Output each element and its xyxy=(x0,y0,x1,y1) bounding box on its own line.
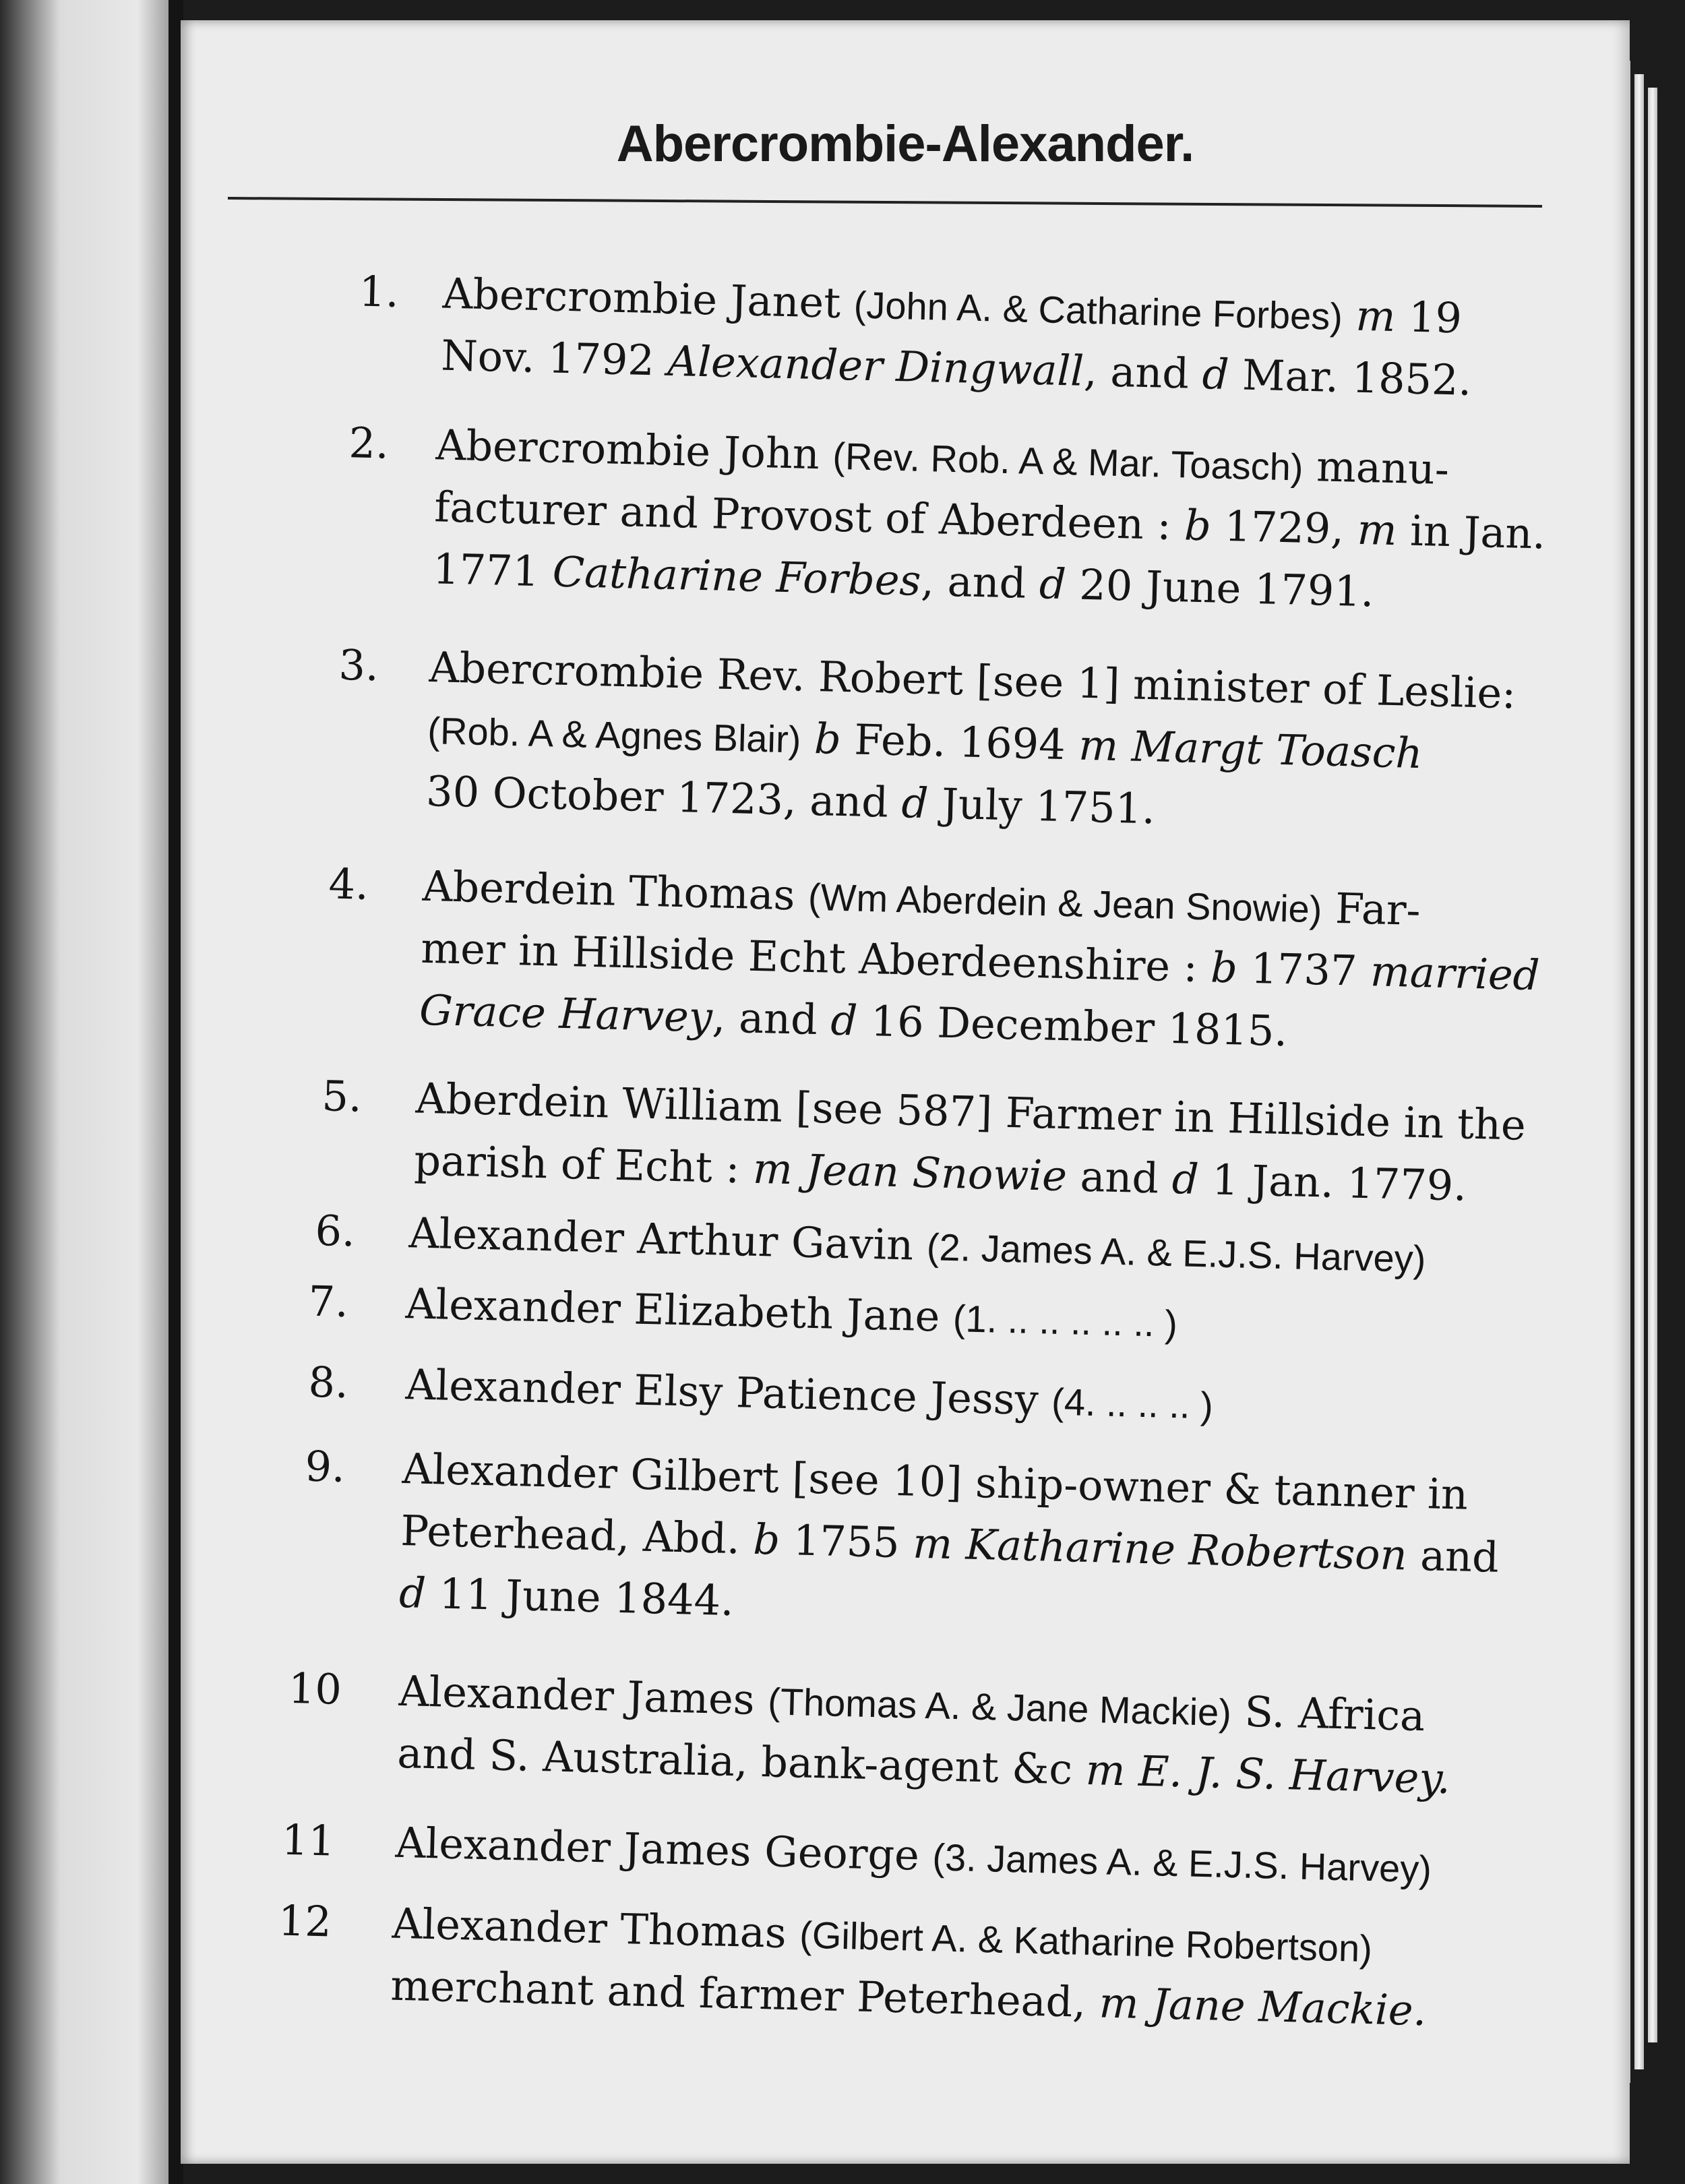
text-run: (Rev. Rob. A & Mar. Toasch) xyxy=(832,434,1304,489)
text-run: Alexander Elizabeth Jane xyxy=(404,1279,954,1342)
text-run: 1 Jan. 1779. xyxy=(1198,1154,1467,1211)
text-run: m xyxy=(1356,504,1398,555)
text-run: Alexander James George xyxy=(394,1817,933,1881)
text-run: S. Africa xyxy=(1231,1687,1426,1741)
text-run: Alexander James xyxy=(398,1666,769,1725)
text-run: (Thomas A. & Jane Mackie) xyxy=(767,1680,1232,1734)
text-run: d xyxy=(830,995,859,1045)
entry xyxy=(181,630,1629,834)
text-run: married xyxy=(1370,946,1541,1000)
header-rule xyxy=(228,197,1542,208)
page-edge xyxy=(1648,88,1657,2042)
text-run: (Gilbert A. & Katharine Robertson) xyxy=(799,1913,1373,1970)
text-run: Far- xyxy=(1321,883,1421,935)
text-run: and xyxy=(1066,1151,1173,1203)
text-run: parish of Echt : xyxy=(413,1135,754,1193)
text-run: Abercrombie John xyxy=(435,420,834,479)
entry-number: 12 xyxy=(278,1895,332,1947)
text-run: , and xyxy=(920,555,1040,609)
text-run: in Jan. xyxy=(1396,506,1547,559)
entry-number: 10 xyxy=(288,1663,342,1714)
text-run: Alexander Dingwall xyxy=(667,336,1085,396)
text-run: 1737 xyxy=(1237,943,1372,996)
entry-line xyxy=(405,1273,1178,1355)
entry-line xyxy=(398,1562,735,1632)
text-run: d xyxy=(900,778,929,828)
entry-number: 11 xyxy=(281,1815,336,1866)
text-run: facturer and Provost of Aberdeen : xyxy=(433,482,1186,550)
entry xyxy=(181,408,1629,617)
entry xyxy=(181,1655,1629,1804)
text-run: Alexander Arthur Gavin xyxy=(408,1208,927,1271)
running-head: Abercrombie-Alexander. xyxy=(616,115,1194,173)
book-page xyxy=(181,20,1630,2164)
text-run: and xyxy=(1406,1530,1500,1582)
entry xyxy=(181,849,1629,1056)
text-run: , and xyxy=(1083,346,1203,399)
text-run: 16 December 1815. xyxy=(857,996,1289,1056)
entry xyxy=(181,1348,1629,1427)
entry-number: 2. xyxy=(348,418,390,468)
entry-number: 3. xyxy=(338,640,379,691)
text-run: d xyxy=(398,1568,427,1618)
text-run: Alexander Elsy Patience Jessy xyxy=(404,1360,1053,1425)
text-run: (3. James A. & E.J.S. Harvey) xyxy=(931,1836,1432,1891)
text-run: m Margt Toasch xyxy=(1078,720,1423,779)
text-run: manu- xyxy=(1302,441,1450,494)
text-run: July 1751. xyxy=(927,779,1156,834)
text-run: 1771 xyxy=(432,544,553,597)
text-run: Peterhead, Abd. xyxy=(400,1506,754,1564)
text-run: 1755 xyxy=(779,1515,914,1568)
facing-page-edge xyxy=(0,0,172,2184)
text-run: merchant and farmer Peterhead, xyxy=(390,1960,1100,2028)
text-run: (2. James A. & E.J.S. Harvey) xyxy=(926,1225,1427,1281)
text-run: Nov. 1792 xyxy=(440,330,669,386)
entry-number: 5. xyxy=(321,1071,363,1122)
text-run: m xyxy=(1355,291,1397,342)
entry-list xyxy=(181,256,1630,2144)
text-run: 1729, xyxy=(1211,501,1358,554)
text-run: Abercrombie Janet xyxy=(441,268,855,328)
text-run: Mar. 1852. xyxy=(1228,350,1473,405)
entry xyxy=(181,1062,1629,1211)
page-edge xyxy=(1634,74,1644,2069)
text-run: m Katharine Robertson xyxy=(912,1518,1408,1580)
entry-number: 7. xyxy=(307,1276,349,1327)
text-run: 20 June 1791. xyxy=(1065,559,1375,617)
entry xyxy=(181,1807,1629,1891)
text-run: Alexander Gilbert [see 10] ship-owner & tanner in xyxy=(401,1444,1469,1519)
text-run: Alexander Thomas xyxy=(391,1898,801,1958)
text-run: b xyxy=(1210,942,1238,993)
text-run: (Wm Aberdein & Jean Snowie) xyxy=(807,875,1323,931)
text-run: d xyxy=(1171,1153,1200,1204)
text-run xyxy=(801,714,815,763)
text-run xyxy=(1342,291,1356,340)
text-run: mer in Hillside Echt Aberdeenshire : xyxy=(420,923,1212,992)
entry-number: 1. xyxy=(358,266,400,317)
text-run: m E. J. S. Harvey. xyxy=(1084,1745,1451,1804)
text-run: (4. .. .. .. ) xyxy=(1051,1380,1214,1427)
text-run: 19 xyxy=(1395,292,1463,343)
text-run: (John A. & Catharine Forbes) xyxy=(853,283,1343,338)
entry-line xyxy=(405,1354,1214,1436)
text-run: 11 June 1844. xyxy=(425,1568,735,1626)
text-run: Aberdein Thomas xyxy=(421,861,809,920)
text-run: m Jane Mackie. xyxy=(1098,1978,1428,2036)
text-run: Aberdein William [see 587] Farmer in Hillside in the xyxy=(415,1073,1527,1150)
text-run: Abercrombie Rev. Robert [see 1] minister of Leslie: xyxy=(428,642,1516,719)
text-run: and S. Australia, bank-agent &c xyxy=(396,1728,1086,1794)
text-run: 30 October 1723, and xyxy=(425,766,902,828)
text-run: b xyxy=(752,1514,781,1565)
text-run: m Jean Snowie xyxy=(752,1143,1068,1201)
text-run: , and xyxy=(711,992,832,1045)
entry-number: 4. xyxy=(328,859,369,909)
text-run: b xyxy=(1184,500,1212,551)
entry-number: 9. xyxy=(304,1441,346,1492)
entry xyxy=(181,256,1629,405)
text-run: Grace Harvey xyxy=(419,985,713,1042)
entry-number: 8. xyxy=(307,1357,349,1408)
text-run: Feb. 1694 xyxy=(840,714,1080,770)
entry xyxy=(181,1432,1629,1626)
text-run: d xyxy=(1039,559,1067,609)
entry-line xyxy=(395,1812,1432,1901)
text-run: (Rob. A & Agnes Blair) xyxy=(427,709,802,761)
text-run: b xyxy=(814,714,842,764)
entry-number: 6. xyxy=(314,1205,356,1256)
text-run: Catharine Forbes xyxy=(551,547,922,605)
text-run: d xyxy=(1201,349,1230,400)
text-run: (1. .. .. .. .. .. ) xyxy=(952,1297,1178,1345)
